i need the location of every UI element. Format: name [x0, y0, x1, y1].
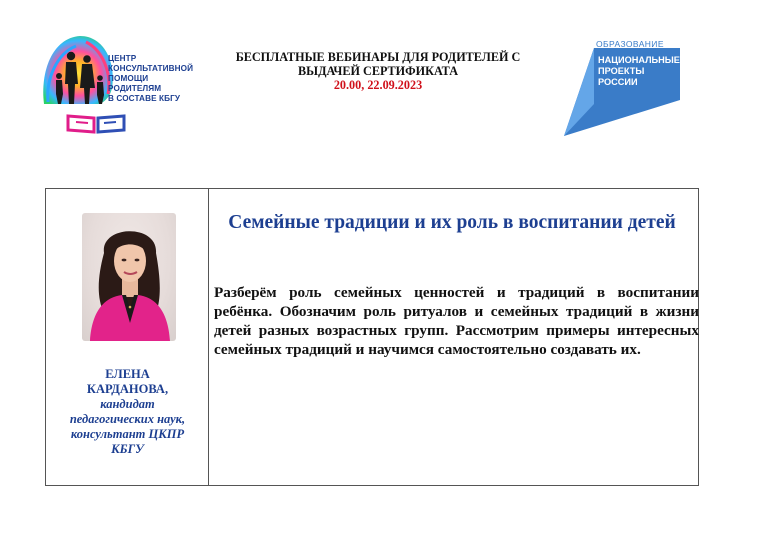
- center-logo-line: В СОСТАВЕ КБГУ: [108, 94, 181, 103]
- national-projects-line: НАЦИОНАЛЬНЫЕ: [598, 55, 680, 65]
- topic-column: [209, 189, 698, 485]
- webinar-header: [208, 50, 548, 92]
- family-figures-icon: [38, 32, 118, 110]
- speaker-photo: [82, 213, 176, 341]
- header-line-1: БЕСПЛАТНЫЕ ВЕБИНАРЫ ДЛЯ РОДИТЕЛЕЙ С: [235, 50, 521, 64]
- header-line-2: ВЫДАЧЕЙ СЕРТИФИКАТА: [298, 64, 458, 78]
- center-logo-line: РОДИТЕЛЯМ: [108, 84, 162, 93]
- speaker-role-line: кандидат: [100, 397, 155, 411]
- speaker-info: [46, 367, 209, 457]
- speaker-role-line: КБГУ: [111, 442, 144, 456]
- open-book-icon: [64, 112, 128, 134]
- webinar-date: 20.00, 22.09.2023: [333, 78, 423, 92]
- national-projects-text: [598, 55, 680, 88]
- speaker-portrait-icon: [82, 213, 176, 341]
- speaker-last-name: КАРДАНОВА,: [86, 382, 169, 396]
- topic-description: Разберём роль семейных ценностей и традиций в воспитании ребёнка. Обозначим роль ритуалов и семейных традиций в жизни детей разных возрастных групп. Рассмотрим примеры интересных семейных традиций и научимся самостоятельно создавать их.: [214, 284, 699, 358]
- speaker-role-line: педагогических наук,: [69, 412, 186, 426]
- center-logo-line: ЦЕНТР: [108, 54, 137, 63]
- national-projects-logo: [560, 34, 690, 138]
- education-label: ОБРАЗОВАНИЕ: [596, 39, 664, 49]
- center-logo-line: ПОМОЩИ: [108, 74, 149, 83]
- speaker-first-name: ЕЛЕНА: [105, 367, 150, 381]
- national-projects-line: ПРОЕКТЫ: [598, 66, 645, 76]
- national-projects-line: РОССИИ: [598, 77, 638, 87]
- speaker-column: [46, 189, 209, 485]
- center-logo-text: [108, 54, 193, 104]
- speaker-role-line: консультант ЦКПР: [70, 427, 185, 441]
- webinar-card: [45, 188, 699, 486]
- topic-title: Семейные традиции и их роль в воспитании детей: [228, 212, 676, 233]
- center-logo: [38, 30, 198, 134]
- center-logo-line: КОНСУЛЬТАТИВНОЙ: [108, 64, 194, 73]
